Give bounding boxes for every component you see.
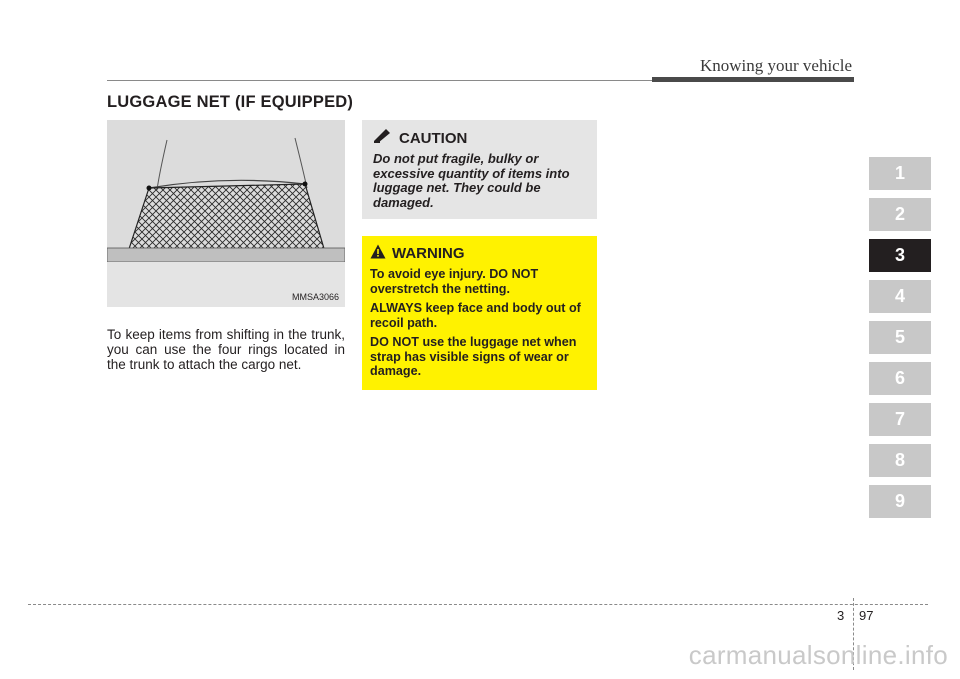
warning-item: ALWAYS keep face and body out of recoil path. [370, 301, 581, 330]
chapter-tab-7[interactable]: 7 [869, 403, 931, 436]
chapter-tab-4[interactable]: 4 [869, 280, 931, 313]
caution-header [373, 128, 589, 148]
footer-page-number: 97 [859, 608, 874, 623]
watermark[interactable]: carmanualsonline.info [688, 640, 948, 670]
footer-chapter-number: 3 [837, 608, 845, 623]
warning-item: DO NOT use the luggage net when strap has visible signs of wear or damage. [370, 335, 577, 378]
body-text: To keep items from shifting in the trunk, you can use the four rings located in the trunk to attach the cargo net. [107, 326, 345, 372]
footer-rule [28, 604, 928, 605]
chapter-tab-3[interactable]: 3 [869, 239, 931, 272]
chapter-tab-8[interactable]: 8 [869, 444, 931, 477]
caution-title: CAUTION [399, 129, 468, 147]
luggage-net-photo [107, 120, 345, 307]
warning-header [370, 244, 589, 263]
header-rule-accent [652, 77, 854, 82]
section-heading: LUGGAGE NET (IF EQUIPPED) [107, 93, 354, 111]
warning-item: To avoid eye injury. DO NOT overstretch the netting. [370, 267, 539, 296]
chapter-tab-5[interactable]: 5 [869, 321, 931, 354]
chapter-tab-6[interactable]: 6 [869, 362, 931, 395]
warning-triangle-icon [370, 244, 386, 263]
chapter-tab-9[interactable]: 9 [869, 485, 931, 518]
header-rule [107, 80, 652, 81]
warning-box [362, 236, 597, 390]
caution-box [362, 120, 597, 219]
pencil-icon [373, 128, 393, 148]
warning-title: WARNING [392, 245, 465, 262]
chapter-tabs [869, 157, 931, 526]
caution-text: Do not put fragile, bulky or excessive quantity of items into luggage net. They could be damaged. [373, 151, 570, 210]
figure-code: MMSA3066 [291, 292, 339, 302]
header-title: Knowing your vehicle [699, 56, 852, 75]
chapter-tab-1[interactable]: 1 [869, 157, 931, 190]
chapter-tab-2[interactable]: 2 [869, 198, 931, 231]
